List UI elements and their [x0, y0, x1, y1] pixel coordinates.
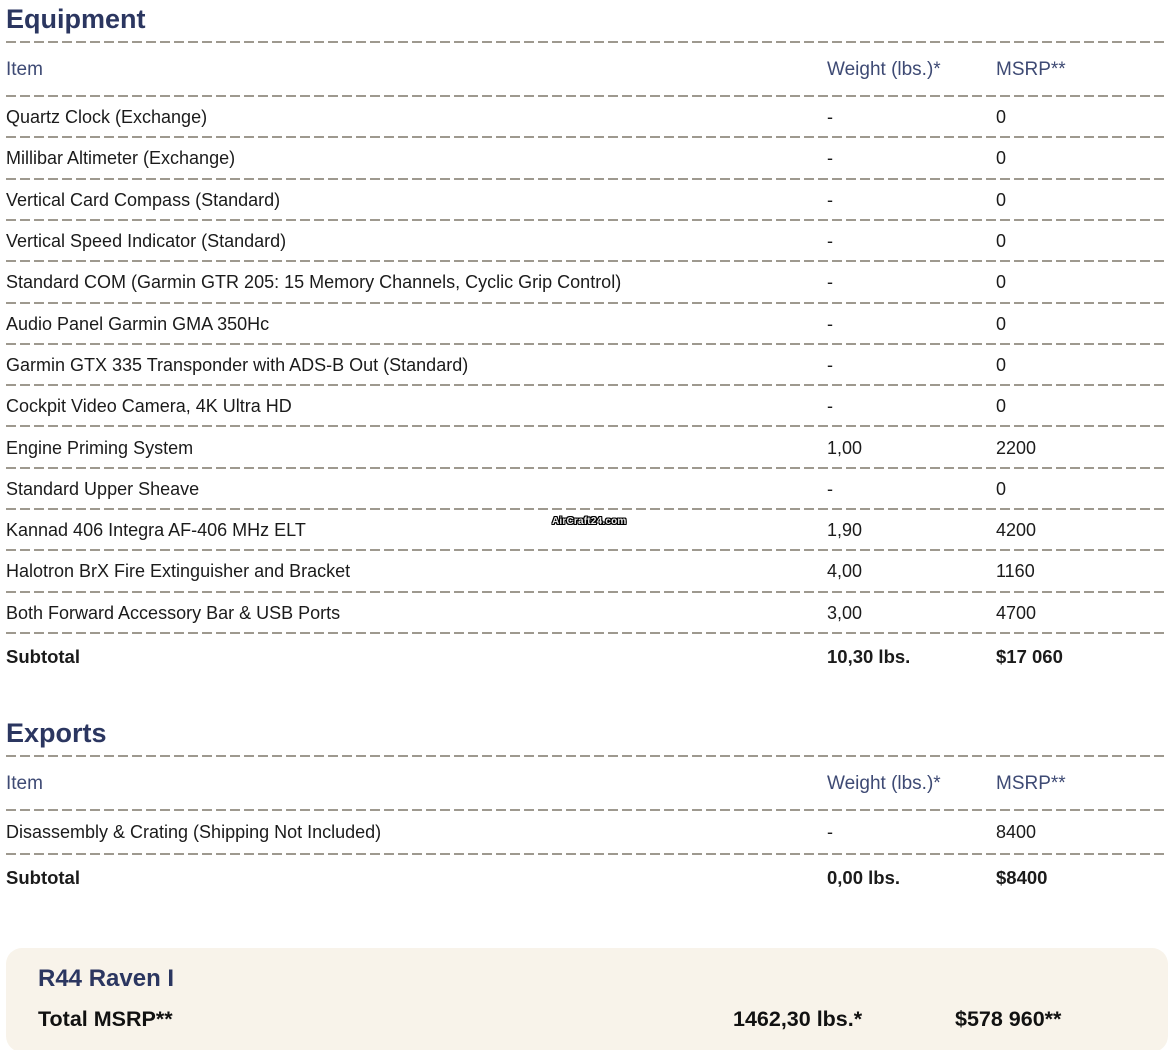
equipment-section: [6, 4, 1168, 680]
table-row: [6, 386, 1168, 427]
column-header-weight: Weight (lbs.)*: [827, 772, 941, 794]
item-cell: Engine Priming System: [6, 437, 194, 458]
table-row: [6, 180, 1168, 221]
msrp-cell: 4200: [996, 520, 1037, 541]
table-row: [6, 469, 1168, 510]
equipment-section-title: Equipment: [6, 4, 1168, 43]
total-row: [38, 1007, 1128, 1032]
exports-table-header: [6, 757, 1168, 811]
weight-cell: -: [827, 313, 833, 334]
table-row: [6, 138, 1168, 179]
weight-cell: -: [827, 231, 833, 252]
item-cell: Vertical Speed Indicator (Standard): [6, 231, 287, 252]
msrp-cell: 1160: [996, 561, 1035, 582]
column-header-item: Item: [6, 59, 43, 81]
weight-cell: 4,00: [827, 561, 863, 582]
table-row: [6, 97, 1168, 138]
exports-table-body: [6, 811, 1168, 855]
msrp-cell: 8400: [996, 822, 1037, 843]
total-msrp: $578 960**: [955, 1006, 1062, 1031]
item-cell: Halotron BrX Fire Extinguisher and Bracket: [6, 561, 351, 582]
weight-cell: -: [827, 478, 833, 499]
exports-section: [6, 718, 1168, 901]
total-summary-box: [6, 948, 1168, 1050]
exports-section-title: Exports: [6, 718, 1168, 757]
equipment-table-header: [6, 43, 1168, 97]
msrp-cell: 0: [996, 231, 1007, 252]
weight-cell: 1,00: [827, 437, 863, 458]
msrp-cell: 0: [996, 396, 1007, 417]
item-cell: Garmin GTX 335 Transponder with ADS-B Out (Standard): [6, 354, 469, 375]
item-cell: Millibar Altimeter (Exchange): [6, 148, 236, 169]
table-row: [6, 221, 1168, 262]
msrp-cell: 0: [996, 354, 1007, 375]
msrp-cell: 4700: [996, 602, 1037, 623]
subtotal-label: Subtotal: [6, 866, 80, 888]
equipment-subtotal-row: [6, 634, 1168, 680]
model-name: R44 Raven I: [38, 964, 175, 992]
weight-cell: -: [827, 396, 833, 417]
column-header-msrp: MSRP**: [996, 59, 1066, 81]
subtotal-msrp: $17 060: [996, 645, 1063, 667]
msrp-cell: 0: [996, 189, 1007, 210]
msrp-cell: 0: [996, 313, 1007, 334]
total-label: Total MSRP**: [38, 1006, 173, 1031]
item-cell: Cockpit Video Camera, 4K Ultra HD: [6, 396, 292, 417]
item-cell: Kannad 406 Integra AF-406 MHz ELT: [6, 520, 306, 541]
table-row: [6, 811, 1168, 855]
table-row: [6, 427, 1168, 468]
weight-cell: -: [827, 107, 833, 128]
column-header-msrp: MSRP**: [996, 772, 1066, 794]
table-row: [6, 345, 1168, 386]
total-weight: 1462,30 lbs.*: [733, 1006, 863, 1031]
item-cell: Quartz Clock (Exchange): [6, 107, 208, 128]
weight-cell: -: [827, 272, 833, 293]
msrp-cell: 0: [996, 478, 1007, 499]
subtotal-weight: 0,00 lbs.: [827, 866, 901, 888]
exports-subtotal-row: [6, 855, 1168, 901]
item-cell: Disassembly & Crating (Shipping Not Included): [6, 822, 382, 843]
msrp-cell: 0: [996, 148, 1007, 169]
weight-cell: -: [827, 148, 833, 169]
weight-cell: -: [827, 822, 833, 843]
msrp-cell: 0: [996, 272, 1007, 293]
subtotal-label: Subtotal: [6, 645, 80, 667]
weight-cell: -: [827, 354, 833, 375]
table-row: [6, 593, 1168, 634]
subtotal-weight: 10,30 lbs.: [827, 645, 911, 667]
table-row: [6, 551, 1168, 592]
item-cell: Vertical Card Compass (Standard): [6, 189, 281, 210]
item-cell: Standard Upper Sheave: [6, 478, 200, 499]
msrp-cell: 0: [996, 107, 1007, 128]
weight-cell: 1,90: [827, 520, 863, 541]
weight-cell: 3,00: [827, 602, 863, 623]
weight-cell: -: [827, 189, 833, 210]
item-cell: Audio Panel Garmin GMA 350Hc: [6, 313, 270, 334]
table-row: [6, 304, 1168, 345]
column-header-item: Item: [6, 772, 43, 794]
subtotal-msrp: $8400: [996, 866, 1048, 888]
table-row: [6, 262, 1168, 303]
column-header-weight: Weight (lbs.)*: [827, 59, 941, 81]
watermark: AirCraft24.com: [552, 516, 627, 527]
msrp-cell: 2200: [996, 437, 1037, 458]
equipment-table-body: [6, 97, 1168, 634]
item-cell: Both Forward Accessory Bar & USB Ports: [6, 602, 341, 623]
item-cell: Standard COM (Garmin GTR 205: 15 Memory Channels, Cyclic Grip Control): [6, 272, 622, 293]
